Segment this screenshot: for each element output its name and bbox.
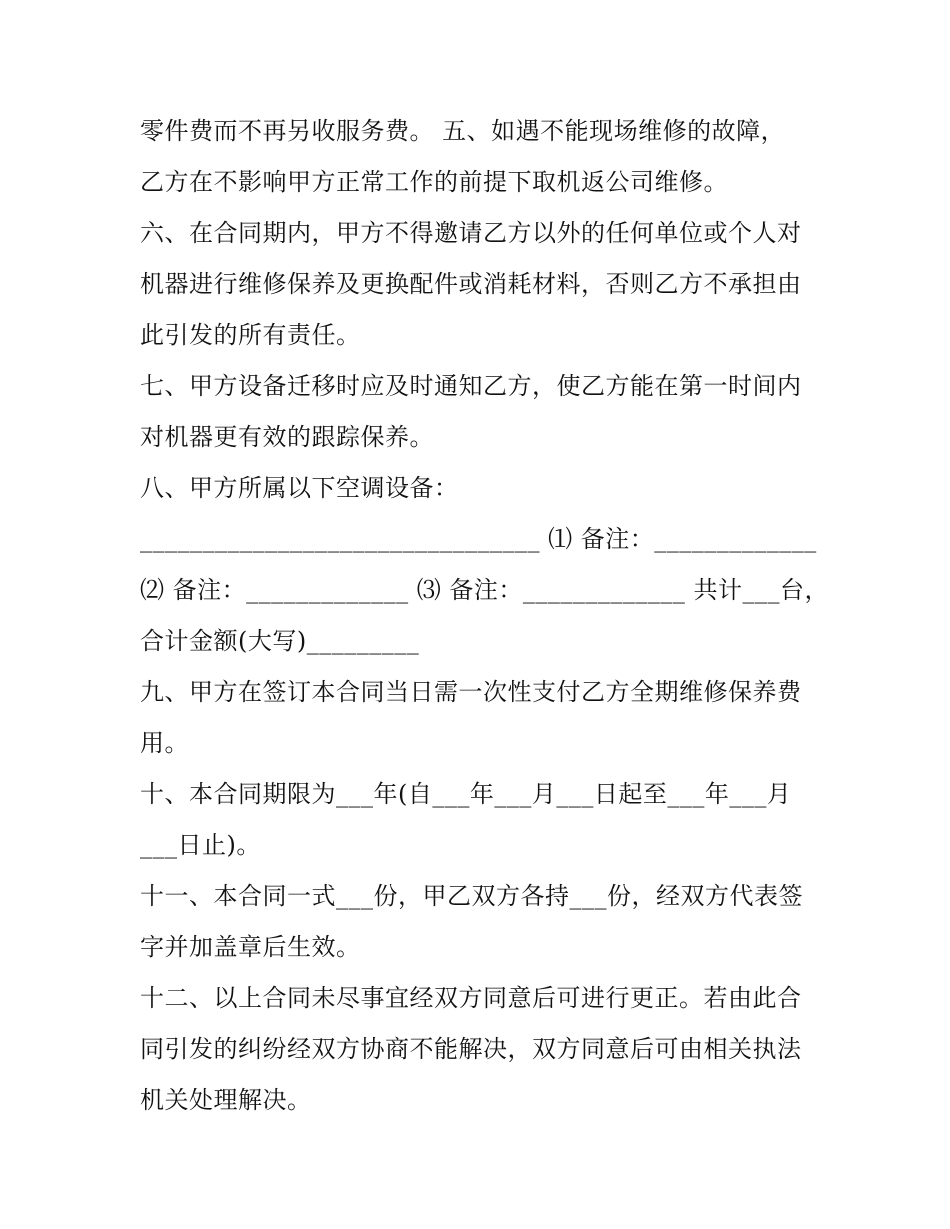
text-line: ___日止)。 [140,831,261,859]
text-line: 字并加盖章后生效。 [140,933,361,961]
text-line: 八、甲方所属以下空调设备： [140,474,459,502]
text-line: 此引发的所有责任。 [140,321,361,349]
text-line: 十一、本合同一式___份，甲乙双方各持___份，经双方代表签 [140,882,803,910]
text-line: 九、甲方在签订本合同当日需一次性支付乙方全期维修保养费 [140,678,802,706]
contract-body [140,106,830,1126]
text-line: 六、在合同期内，甲方不得邀请乙方以外的任何单位或个人对 [140,219,802,247]
text-line: 乙方在不影响甲方正常工作的前提下取机返公司维修。 [140,168,728,196]
text-line: 对机器更有效的跟踪保养。 [140,423,434,451]
text-line: 七、甲方设备迁移时应及时通知乙方，使乙方能在第一时间内 [140,372,802,400]
text-line: ⑵ 备注：_____________ ⑶ 备注：_____________ 共计___台， [140,576,830,604]
text-line: 十二、以上合同未尽事宜经双方同意后可进行更正。若由此合 [140,984,802,1012]
text-line: 用。 [140,729,189,757]
text-line: 十、本合同期限为___年(自___年___月___日起至___年___月 [140,780,792,808]
text-line: 合计金额(大写)_________ [140,627,420,655]
text-line: 同引发的纠纷经双方协商不能解决，双方同意后可由相关执法 [140,1035,802,1063]
text-line: ________________________________ ⑴ 备注：_____________ [140,525,817,553]
text-line: 零件费而不再另收服务费。 五、如遇不能现场维修的故障， [140,117,786,145]
text-line: 机关处理解决。 [140,1086,312,1114]
text-line: 机器进行维修保养及更换配件或消耗材料，否则乙方不承担由 [140,270,802,298]
